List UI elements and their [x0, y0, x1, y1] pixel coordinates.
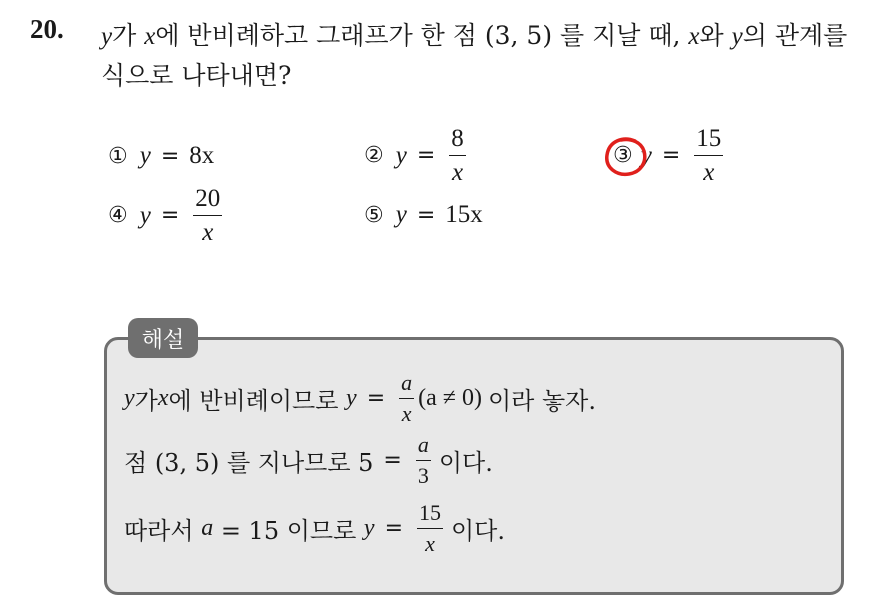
- choice-rhs: 15x: [445, 201, 483, 228]
- answer-circle-mark: [603, 135, 649, 179]
- fraction-denominator: x: [401, 401, 412, 426]
- equals-sign: =: [160, 143, 180, 169]
- choice-lhs: y: [139, 142, 151, 169]
- solution-text-segment: 이다.: [451, 517, 505, 545]
- question-text-segment: 가: [112, 21, 145, 50]
- equals-sign: =: [383, 448, 402, 473]
- fraction-numerator: 8: [449, 126, 466, 156]
- fraction-numerator: 15: [417, 502, 443, 529]
- choice-number: ④: [108, 203, 128, 228]
- fraction-denominator: x: [202, 219, 214, 246]
- fraction-denominator: x: [425, 531, 435, 556]
- choice-lhs: y: [139, 201, 151, 229]
- variable-y: y: [346, 385, 357, 411]
- choice-lhs: y: [640, 141, 652, 169]
- choice-fraction: [193, 186, 222, 245]
- choice-4[interactable]: [108, 186, 226, 245]
- variable-y: y: [731, 23, 743, 50]
- solution-text-segment: 이라 놓자.: [487, 387, 596, 415]
- choice-number: ⑤: [364, 202, 384, 228]
- solution-text-segment: = 15 이므로: [213, 517, 364, 545]
- solution-fraction: [417, 502, 443, 555]
- question-text-segment: 와: [699, 21, 732, 50]
- equals-sign: =: [384, 516, 403, 541]
- fraction-numerator: 15: [694, 126, 723, 156]
- solution-text-segment: 점 (3, 5) 를 지나므로 5: [124, 449, 374, 477]
- question-text-line-2: 식으로 나타내면?: [101, 61, 292, 90]
- equals-sign: =: [366, 386, 386, 411]
- fraction-denominator: x: [703, 159, 715, 186]
- fraction-denominator: 3: [417, 463, 429, 488]
- equals-sign: =: [661, 143, 681, 168]
- solution-tag: 해설: [128, 318, 198, 358]
- solution-fraction: [399, 372, 414, 425]
- choice-number: ②: [364, 143, 384, 168]
- fraction-numerator: a: [416, 434, 431, 461]
- question-text-line-1: [101, 16, 847, 52]
- variable-y: y: [363, 515, 375, 541]
- question-number: 20.: [30, 14, 64, 44]
- variable-x: x: [688, 23, 700, 50]
- solution-line-3: [124, 502, 505, 555]
- variable-y: y: [101, 23, 113, 50]
- variable-x: x: [157, 385, 169, 411]
- fraction-denominator: x: [451, 159, 464, 186]
- fraction-numerator: a: [399, 372, 414, 399]
- solution-text-segment: 이다.: [438, 449, 493, 477]
- choice-lhs: y: [395, 201, 407, 228]
- question-text-segment: 의 관계를: [742, 21, 848, 50]
- solution-line-1: [124, 372, 596, 425]
- choice-lhs: y: [395, 141, 407, 169]
- solution-text-segment: 에 반비례이므로: [168, 387, 347, 415]
- question-text-segment: 에 반비례하고 그래프가 한 점 (3, 5) 를 지날 때,: [155, 21, 689, 50]
- equals-sign: =: [416, 143, 436, 168]
- choice-2[interactable]: [364, 126, 470, 185]
- choice-fraction: [449, 126, 466, 185]
- equals-sign: =: [416, 202, 436, 228]
- variable-x: x: [144, 23, 156, 50]
- equals-sign: =: [160, 203, 180, 228]
- variable-y: y: [124, 385, 135, 411]
- variable-a: a: [201, 515, 214, 541]
- choice-rhs: 8x: [189, 142, 215, 169]
- choice-fraction: [694, 126, 723, 185]
- choice-1[interactable]: [108, 142, 214, 170]
- fraction-numerator: 20: [193, 186, 222, 216]
- solution-text-segment: 따라서: [124, 517, 202, 545]
- choice-number: ③: [613, 143, 633, 168]
- condition-text: (a ≠ 0): [418, 385, 482, 411]
- solution-text-segment: 가: [134, 387, 158, 415]
- choice-number: ①: [108, 143, 128, 169]
- solution-line-2: [124, 434, 493, 487]
- solution-fraction: [416, 434, 431, 487]
- choice-5[interactable]: [364, 201, 483, 229]
